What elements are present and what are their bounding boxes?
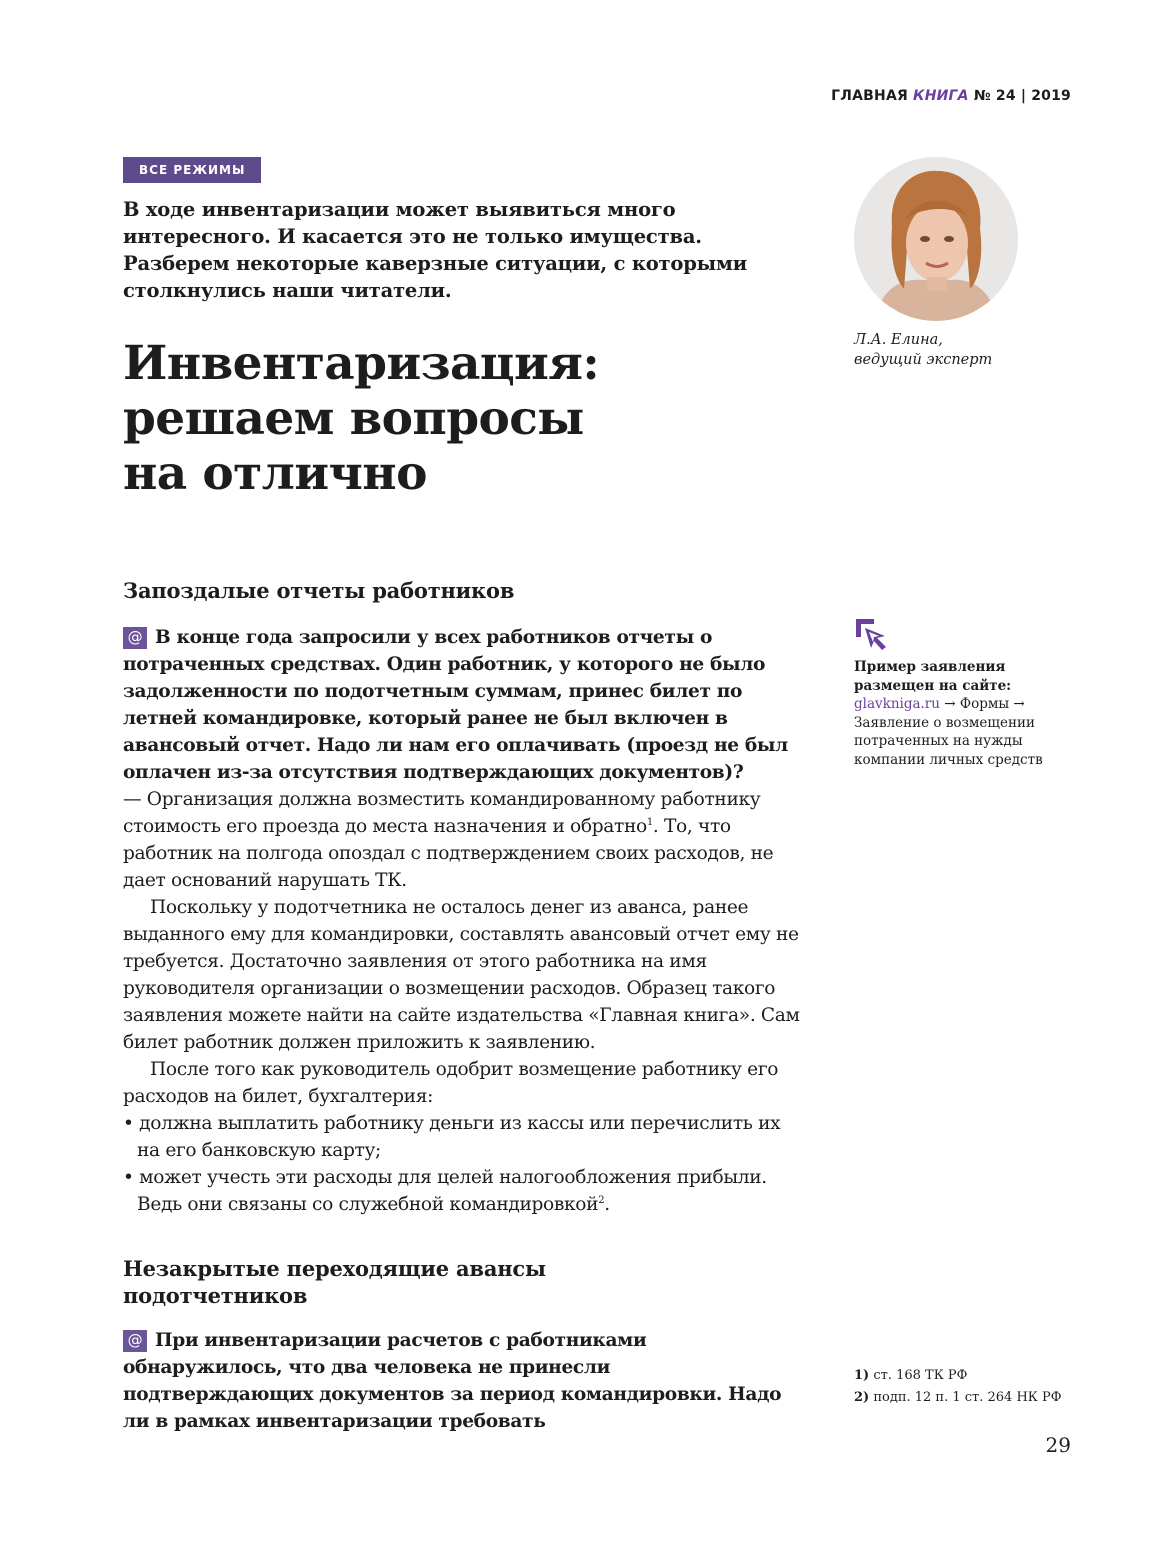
answer-text: — Организация должна возместить командированному работнику стоимость его проезда до места назначения и обратно — [123, 789, 761, 837]
brand-main: ГЛАВНАЯ — [831, 88, 908, 104]
sidebar-note — [854, 658, 1064, 769]
author-position: ведущий эксперт — [854, 352, 993, 368]
answer-text: . То, что работник на полгода опоздал с подтверждением своих расходов, не дает оснований нарушать ТК. — [123, 816, 774, 891]
question-text: При инвентаризации расчетов с работниками обнаружилось, что два человека не принесли подтверждающих документов за период командировки. Надо ли в рамках инвентаризации требовать — [123, 1330, 782, 1432]
question-text: В конце года запросили у всех работников отчеты о потраченных средствах. Один работник, у которого не было задолженности по подотчетным суммам, принес билет по летней командировке, который ранее не был включен в авансовый отчет. Надо ли нам его оплачивать (проезд не был оплачен из-за отсутствия подтверждающих документов)? — [123, 627, 788, 783]
list-item-text: • может учесть эти расходы для целей налогообложения прибыли. Ведь они связаны со служебной командировкой — [123, 1167, 767, 1215]
list-item: • должна выплатить работнику деньги из кассы или перечислить их на его банковскую карту; — [123, 1113, 781, 1161]
footnote — [854, 1365, 1114, 1387]
paragraph: Поскольку у подотчетника не осталось денег из аванса, ранее выданного ему для командировки, составлять авансовый отчет ему не требуется. Достаточно заявления от этого работника на имя руководителя организации о возмещении расходов. Образец такого заявления можете найти на сайте издательства «Главная книга». Сам билет работник должен приложить к заявлению. — [123, 897, 800, 1053]
qa-block — [123, 1327, 803, 1435]
footnote-number: 2) — [854, 1390, 870, 1405]
footnote-number: 1) — [854, 1368, 870, 1383]
title-line: Инвентаризация: — [123, 336, 600, 391]
issue-number: № 24 | 2019 — [973, 88, 1071, 104]
footnote — [854, 1387, 1114, 1409]
sidebar-label: Пример заявления размещен на сайте: — [854, 659, 1012, 694]
author-caption — [854, 330, 1074, 370]
rubric-badge: ВСЕ РЕЖИМЫ — [123, 157, 261, 183]
qa-block — [123, 624, 803, 1218]
sidebar-path: → Формы → Заявление о возмещении потраченных на нужды компании личных средств — [854, 696, 1043, 768]
list-item — [123, 1164, 803, 1218]
section-heading-line: Незакрытые переходящие авансы — [123, 1256, 546, 1281]
footnote-text: подп. 12 п. 1 ст. 264 НК РФ — [869, 1390, 1062, 1405]
section-heading-line: подотчетников — [123, 1283, 308, 1308]
site-link[interactable]: glavkniga.ru — [854, 696, 940, 712]
paragraph: После того как руководитель одобрит возмещение работнику его расходов на билет, бухгалтерия: — [123, 1059, 779, 1107]
sidebar-text — [854, 695, 1064, 769]
list-item-text: . — [604, 1194, 610, 1215]
question-icon: @ — [123, 1330, 147, 1352]
title-line: решаем вопросы — [123, 391, 584, 446]
question — [123, 1327, 803, 1435]
answer — [123, 786, 803, 894]
footnote-text: ст. 168 ТК РФ — [869, 1368, 968, 1383]
article-title — [123, 336, 823, 501]
masthead — [831, 88, 1071, 104]
author-name: Л.А. Елина, — [854, 332, 943, 348]
brand-accent: КНИГА — [913, 88, 969, 104]
lead-paragraph: В ходе инвентаризации может выявиться много интересного. И касается это не только имущества. Разберем некоторые каверзные ситуации, с которыми столкнулись наши читатели. — [123, 198, 747, 302]
footnote-ref: 2 — [598, 1194, 605, 1206]
footnote-ref: 1 — [646, 816, 653, 828]
footnotes — [854, 1365, 1114, 1409]
author-photo — [854, 157, 1018, 321]
cursor-link-icon — [854, 617, 888, 651]
title-line: на отлично — [123, 446, 427, 501]
page-number: 29 — [1045, 1433, 1071, 1457]
question-icon: @ — [123, 627, 147, 649]
section-heading — [123, 1255, 803, 1309]
section-heading: Запоздалые отчеты работников — [123, 578, 515, 603]
question — [123, 624, 803, 786]
